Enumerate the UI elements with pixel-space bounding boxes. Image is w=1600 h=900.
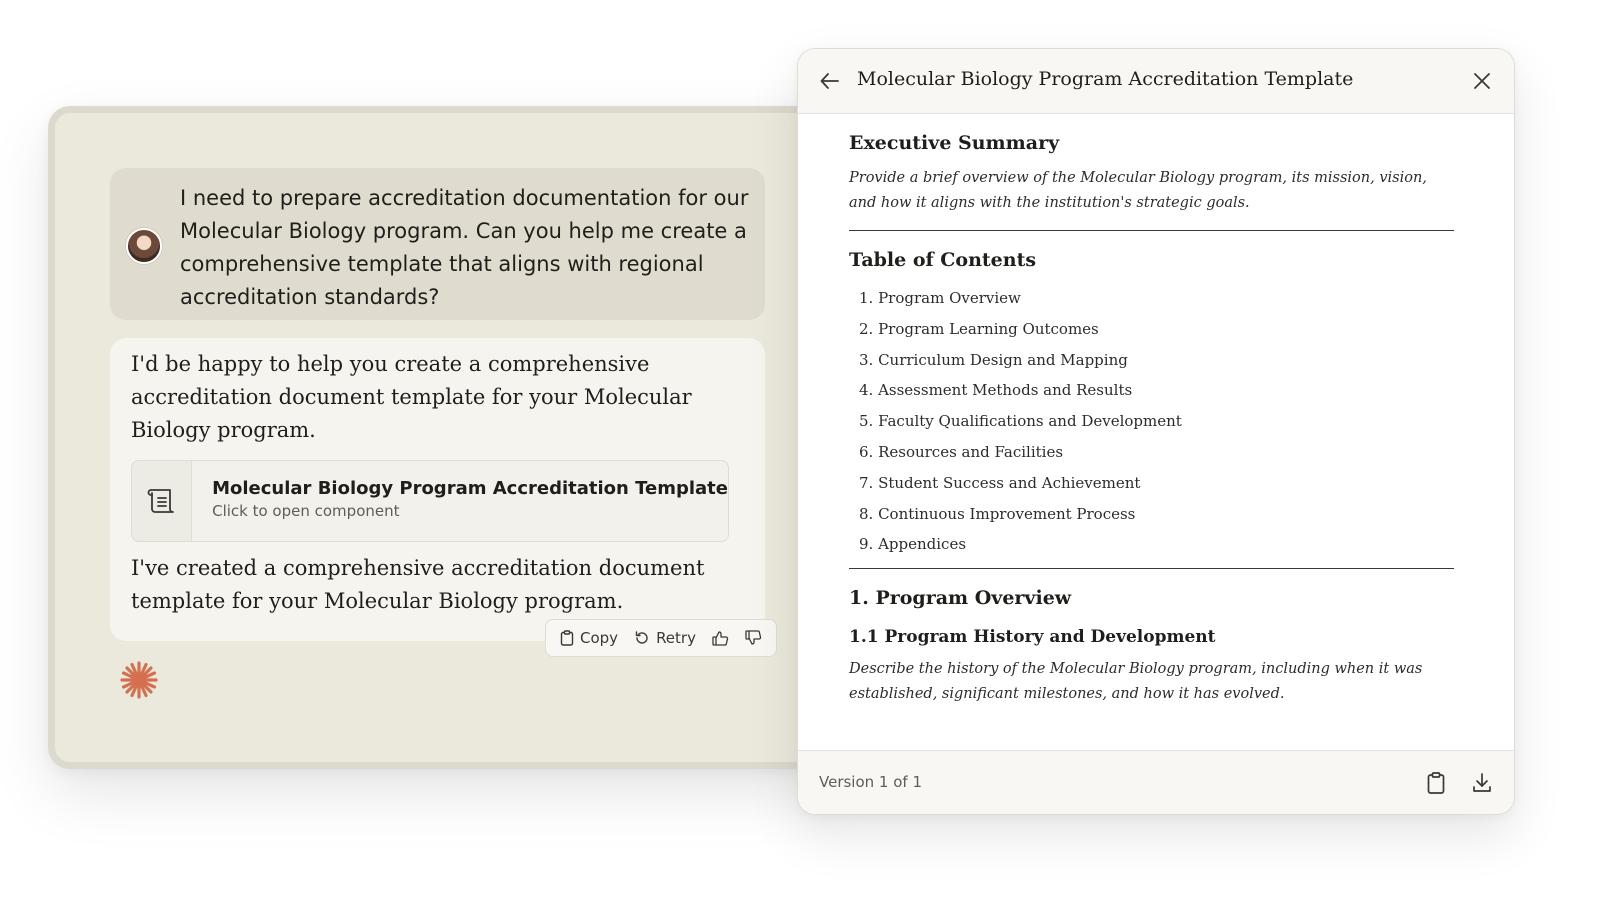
- close-icon[interactable]: [1470, 69, 1494, 93]
- copy-button[interactable]: [554, 625, 624, 651]
- thumbs-up-icon: [712, 630, 729, 646]
- user-message: [110, 168, 765, 320]
- claude-logo-icon: [119, 660, 159, 700]
- toc-item: 2. Program Learning Outcomes: [859, 319, 1099, 338]
- artifact-card-meta: [192, 461, 728, 541]
- back-arrow-icon[interactable]: [818, 69, 842, 93]
- version-label: Version 1 of 1: [819, 773, 923, 791]
- user-avatar: [126, 228, 162, 264]
- panel-header: [798, 49, 1514, 114]
- chat-window: [48, 106, 838, 769]
- artifact-card-title: Molecular Biology Program Accreditation Template: [212, 478, 728, 499]
- document-icon: [132, 461, 192, 541]
- retry-label: Retry: [656, 629, 696, 647]
- panel-title: Molecular Biology Program Accreditation Template: [857, 68, 1354, 90]
- toc-item: 9. Appendices: [859, 535, 967, 554]
- toc-item: 6. Resources and Facilities: [859, 442, 1064, 461]
- executive-summary-text: Provide a brief overview of the Molecular Biology program, its mission, vision, and how it aligns with the institution's strategic goals.: [849, 170, 1427, 211]
- artifact-card[interactable]: [131, 460, 729, 542]
- message-action-bar: [545, 619, 777, 657]
- panel-footer: [798, 750, 1514, 814]
- assistant-message: [110, 338, 765, 641]
- clipboard-icon[interactable]: [1424, 771, 1448, 795]
- user-message-text: I need to prepare accreditation documentation for our Molecular Biology program. Can you help me create a comprehensive template that aligns with regional accreditation standards?: [180, 186, 749, 309]
- clipboard-icon: [560, 630, 574, 646]
- toc-item: 5. Faculty Qualifications and Development: [859, 412, 1182, 431]
- toc-item: 8. Continuous Improvement Process: [859, 504, 1136, 523]
- document-content: [849, 132, 1454, 707]
- retry-button[interactable]: [628, 625, 702, 651]
- thumbs-down-button[interactable]: [739, 626, 768, 650]
- copy-label: Copy: [580, 629, 619, 647]
- toc-item: 1. Program Overview: [859, 289, 1021, 307]
- assistant-intro-text: I'd be happy to help you create a comprehensive accreditation document template for your Molecular Biology program.: [131, 352, 692, 442]
- toc-heading: Table of Contents: [849, 249, 1037, 271]
- section-1-heading: 1. Program Overview: [849, 587, 1072, 610]
- document-body[interactable]: [798, 114, 1514, 751]
- thumbs-up-button[interactable]: [706, 626, 735, 650]
- divider: [849, 230, 1454, 231]
- download-icon[interactable]: [1470, 771, 1494, 795]
- toc-item: 4. Assessment Methods and Results: [859, 381, 1133, 400]
- toc-item: 7. Student Success and Achievement: [859, 473, 1141, 492]
- thumbs-down-icon: [745, 630, 762, 646]
- assistant-outro-text: I've created a comprehensive accreditation document template for your Molecular Biology program.: [131, 556, 705, 613]
- artifact-card-subtitle: Click to open component: [212, 502, 400, 520]
- toc-item: 3. Curriculum Design and Mapping: [859, 350, 1128, 369]
- section-1-1-text: Describe the history of the Molecular Biology program, including when it was established, significant milestones, and how it has evolved.: [849, 661, 1423, 703]
- executive-summary-heading: Executive Summary: [849, 132, 1060, 154]
- artifact-panel: [797, 48, 1515, 815]
- section-1-1-heading: 1.1 Program History and Development: [849, 627, 1216, 648]
- retry-icon: [634, 630, 650, 646]
- toc-list: [859, 283, 1454, 560]
- divider: [849, 568, 1454, 569]
